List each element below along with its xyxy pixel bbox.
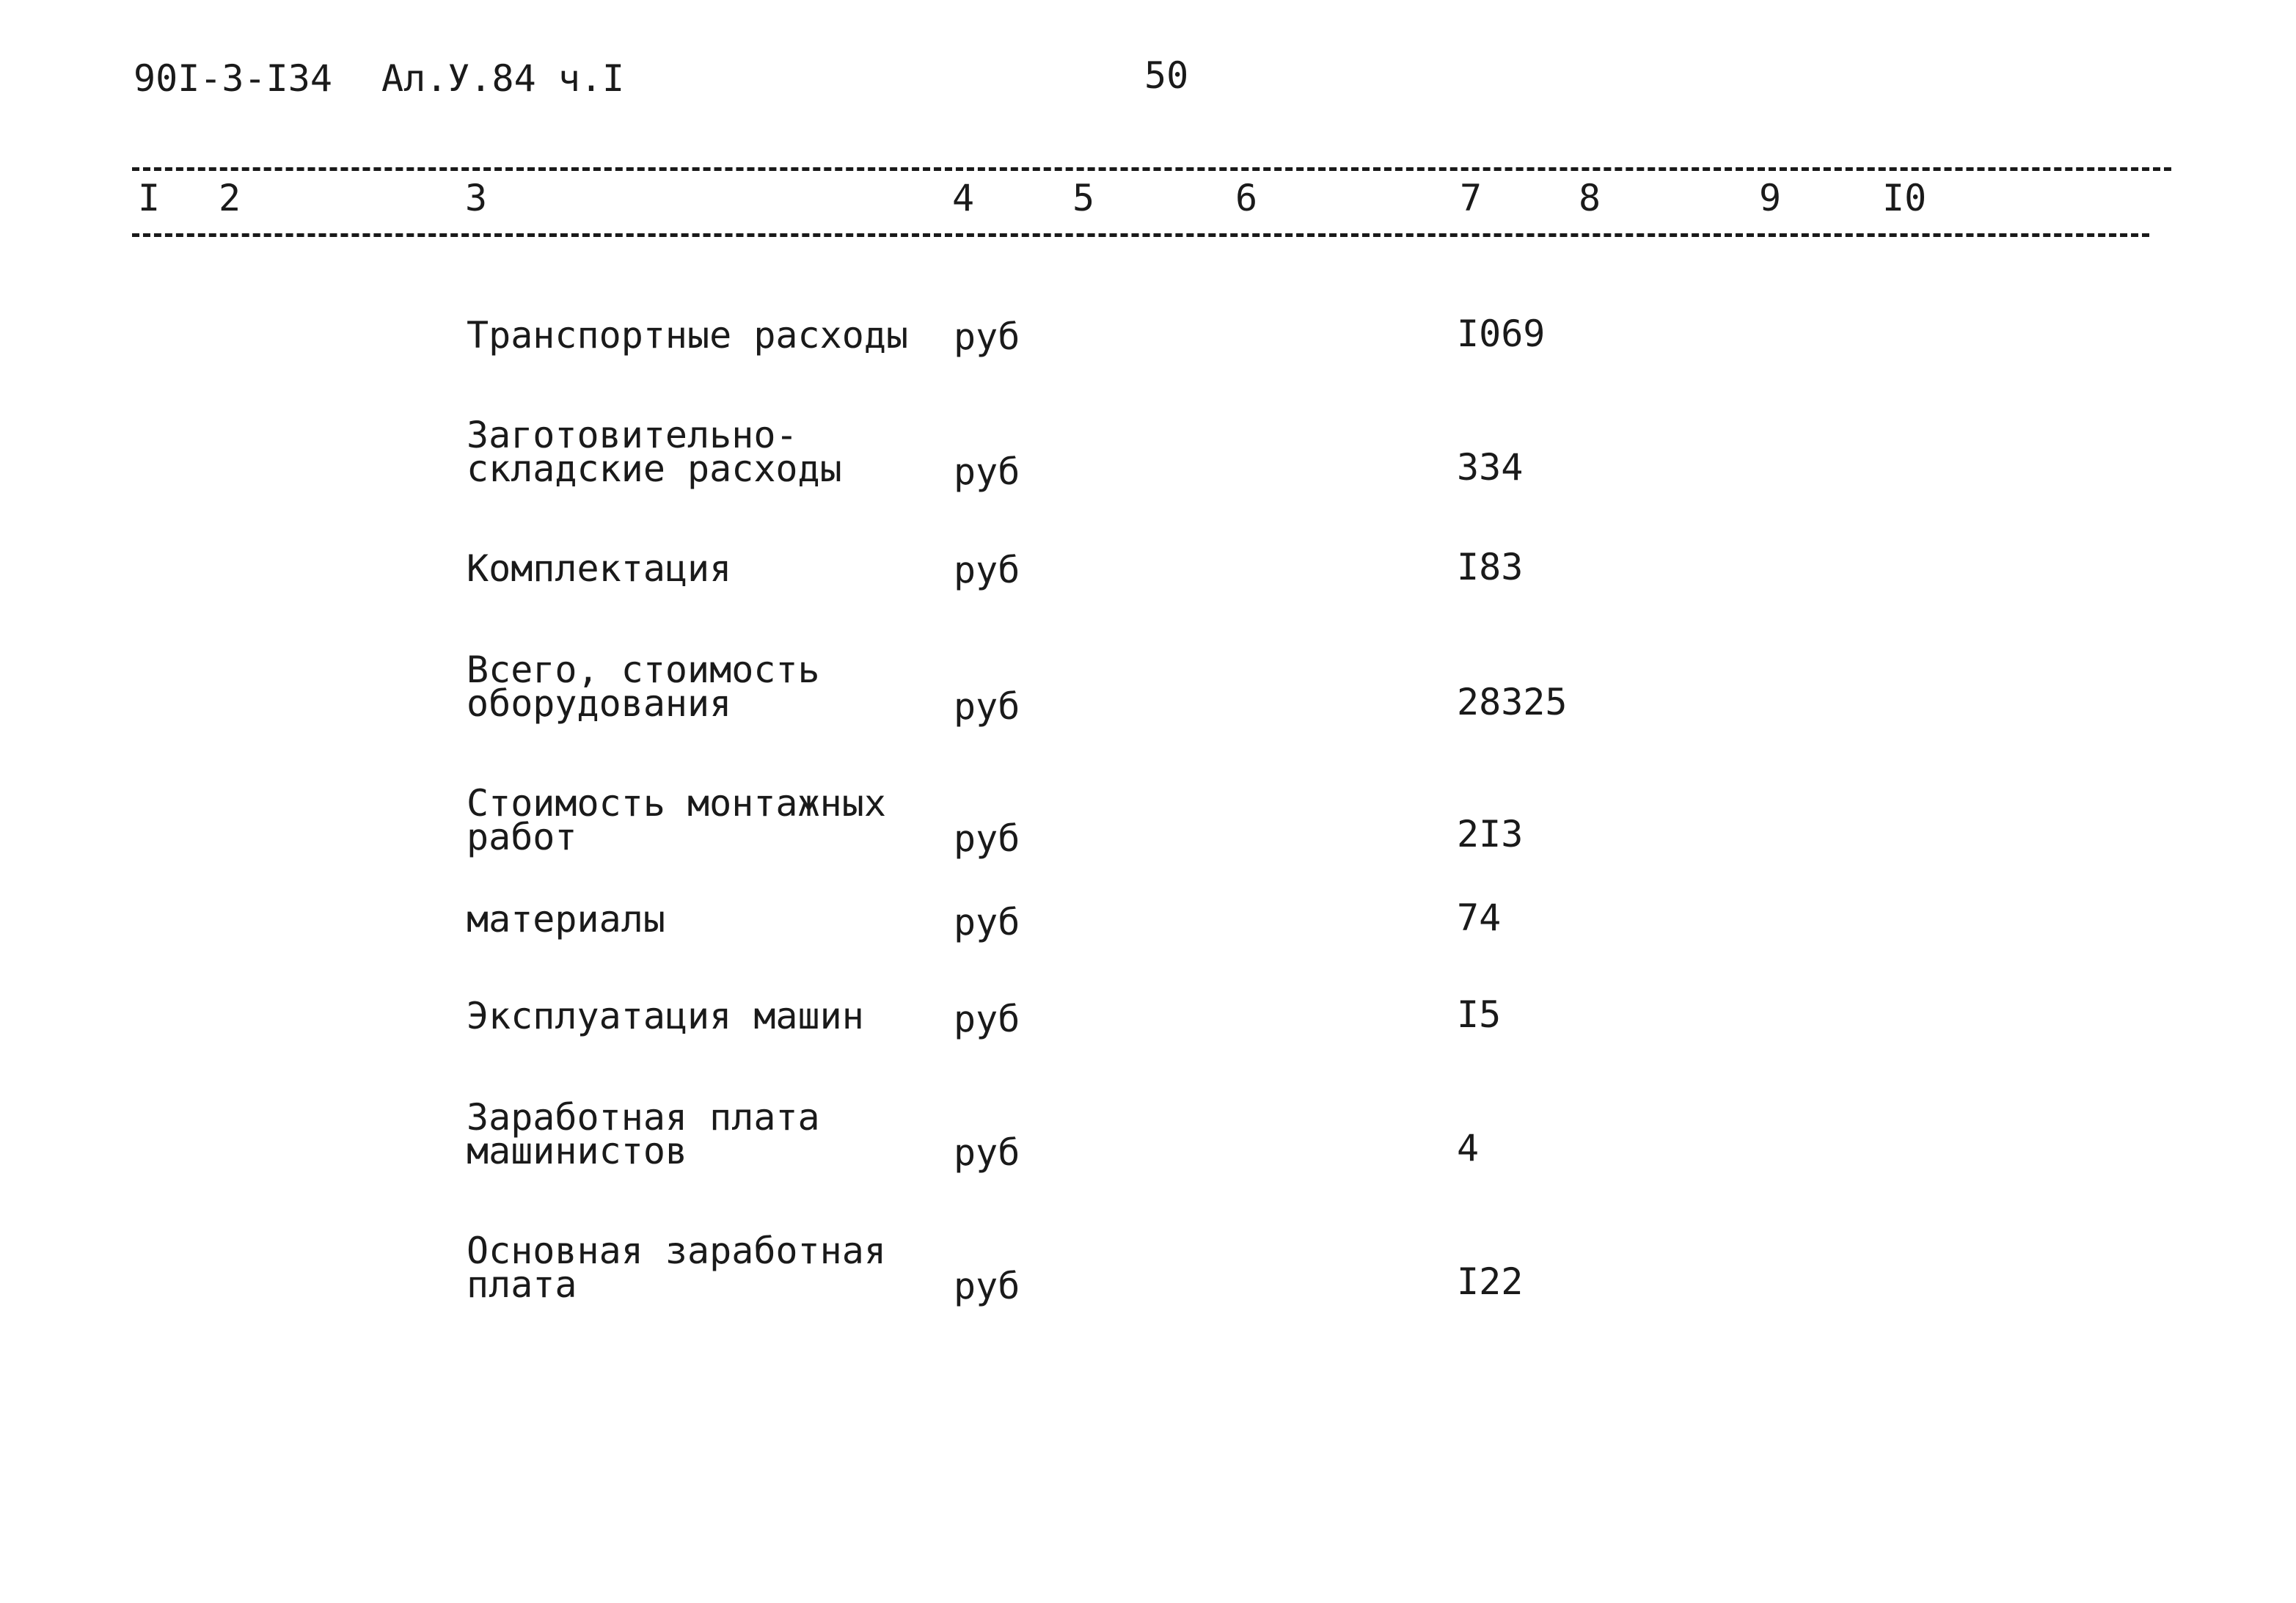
row-unit: руб <box>954 1265 1020 1307</box>
row-description <box>467 1230 886 1306</box>
header-bottom-dashed-rule <box>132 233 2149 237</box>
row-description-line: Основная заработная <box>467 1230 886 1272</box>
row-description <box>467 414 842 490</box>
row-description-line: Всего, стоимость <box>467 649 820 691</box>
column-number-1: I <box>138 177 161 219</box>
row-unit: руб <box>954 450 1020 493</box>
column-number-5: 5 <box>1072 177 1095 219</box>
row-description <box>467 547 732 590</box>
row-description-line: работ <box>467 816 577 858</box>
row-description-line: Эксплуатация машин <box>467 995 864 1037</box>
row-value: 28325 <box>1457 681 1568 723</box>
row-description-line: плата <box>467 1263 577 1306</box>
row-description-line: Транспортные расходы <box>467 314 909 357</box>
row-description-line: складские расходы <box>467 448 842 490</box>
row-description <box>467 995 864 1037</box>
row-description-line: материалы <box>467 898 665 941</box>
row-value: I83 <box>1457 546 1524 588</box>
column-number-4: 4 <box>952 177 975 219</box>
column-number-3: 3 <box>465 177 488 219</box>
document-code: 90I-3-I34 <box>134 57 332 100</box>
row-value: 74 <box>1457 897 1502 939</box>
column-number-8: 8 <box>1579 177 1601 219</box>
row-description <box>467 1096 820 1172</box>
column-number-6: 6 <box>1235 177 1258 219</box>
top-dashed-rule <box>132 167 2171 171</box>
row-description <box>467 782 886 858</box>
row-unit: руб <box>954 901 1020 943</box>
row-description-line: Комплектация <box>467 547 732 590</box>
column-number-7: 7 <box>1460 177 1482 219</box>
album-reference: Ал.У.84 ч.I <box>381 57 625 100</box>
row-description-line: Стоимость монтажных <box>467 782 886 825</box>
row-value: I5 <box>1457 993 1502 1036</box>
row-value: I22 <box>1457 1260 1524 1303</box>
row-value: 4 <box>1457 1127 1480 1169</box>
page-number: 50 <box>1144 54 1189 97</box>
row-description-line: машинистов <box>467 1130 688 1172</box>
column-number-2: 2 <box>219 177 241 219</box>
column-number-9: 9 <box>1759 177 1782 219</box>
row-value: 334 <box>1457 446 1524 489</box>
row-description <box>467 898 665 941</box>
row-unit: руб <box>954 549 1020 591</box>
row-unit: руб <box>954 315 1020 358</box>
row-unit: руб <box>954 817 1020 860</box>
row-value: I069 <box>1457 313 1546 355</box>
row-unit: руб <box>954 998 1020 1040</box>
row-description <box>467 314 909 357</box>
column-number-10: I0 <box>1882 177 1927 219</box>
row-description-line: Заготовительно- <box>467 414 798 456</box>
row-description-line: Заработная плата <box>467 1096 820 1139</box>
row-description-line: оборудования <box>467 682 732 725</box>
row-unit: руб <box>954 685 1020 728</box>
row-description <box>467 649 820 725</box>
row-unit: руб <box>954 1131 1020 1174</box>
row-value: 2I3 <box>1457 813 1524 855</box>
